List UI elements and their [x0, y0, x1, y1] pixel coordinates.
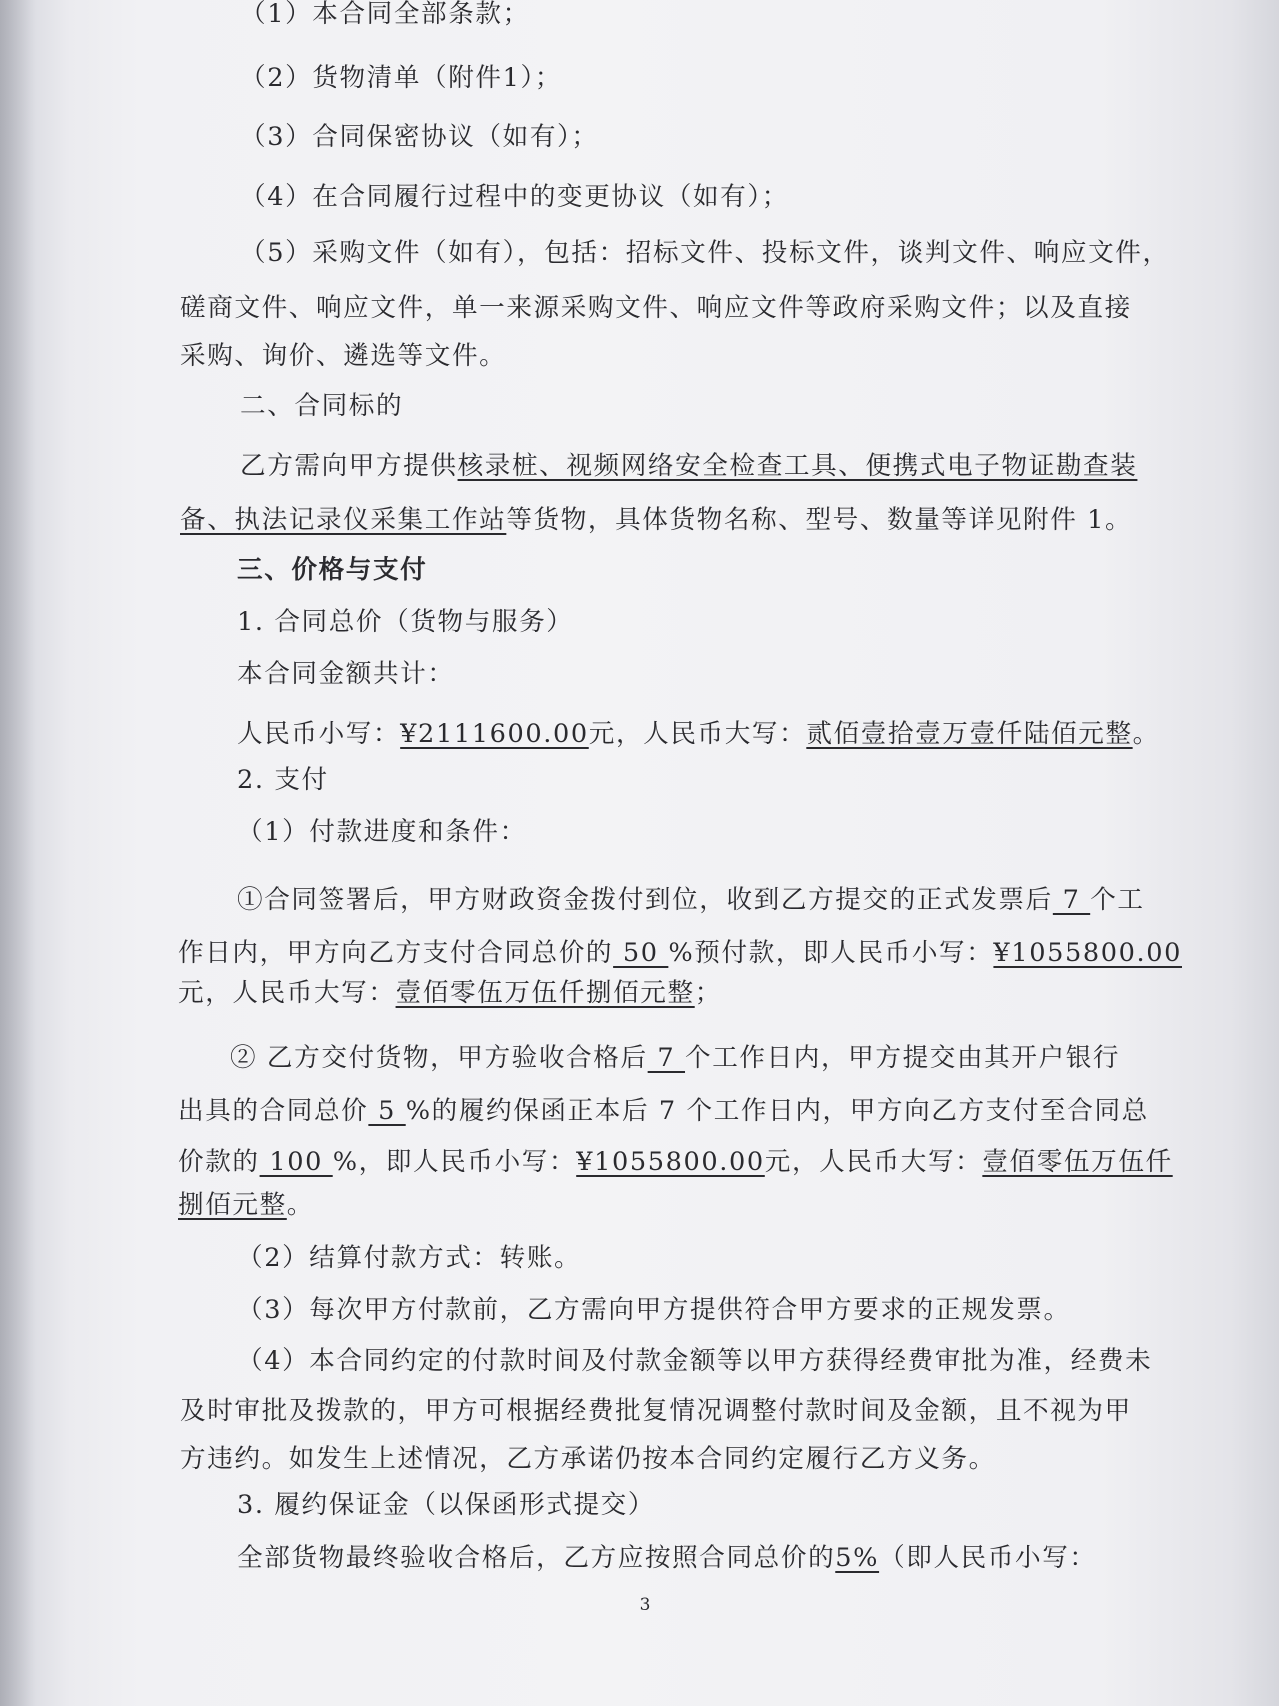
funding-approval-line-3: [180, 1441, 996, 1477]
body-text: 人民币小写：: [237, 719, 401, 749]
body-text: ② 乙方交付货物，甲方验收合格后: [230, 1043, 648, 1073]
body-text: 全部货物最终验收合格后，乙方应按照合同总价的: [237, 1543, 836, 1573]
total-price-heading: [237, 604, 574, 640]
body-text: 3. 履约保证金（以保函形式提交）: [237, 1490, 656, 1520]
page-number: 3: [639, 1595, 651, 1615]
underlined-fill-text: ¥1055800.00: [576, 1147, 765, 1177]
body-text: （4）本合同约定的付款时间及付款金额等以甲方获得经费审批为准，经费未: [237, 1346, 1153, 1376]
body-text: 出具的合同总价: [178, 1096, 369, 1126]
clause-5-continued-2: [180, 338, 506, 374]
body-text: 本合同金额共计：: [237, 659, 455, 689]
underlined-fill-text: 50: [613, 938, 669, 968]
body-text: 三、价格与支付: [237, 555, 428, 585]
body-text: 磋商文件、响应文件，单一来源采购文件、响应文件等政府采购文件；以及直接: [180, 293, 1132, 323]
clause-1-all-terms: [240, 0, 530, 32]
body-text: 二、合同标的: [240, 391, 404, 421]
body-text: ①合同签署后，甲方财政资金拨付到位，收到乙方提交的正式发票后: [237, 885, 1053, 915]
section-2-heading: [240, 388, 403, 424]
body-text: ；: [694, 978, 722, 1008]
underlined-fill-text: 100: [259, 1147, 333, 1177]
body-text: %的履约保函正本后 7 个工作日内，甲方向乙方支付至合同总: [405, 1096, 1149, 1126]
funding-approval-line-2: [180, 1393, 1132, 1429]
payment-item-2-line-1: [230, 1040, 1120, 1076]
body-text: 方违约。如发生上述情况，乙方承诺仍按本合同约定履行乙方义务。: [180, 1444, 996, 1474]
underlined-fill-text: 壹佰零伍万伍仟捌佰元整: [395, 978, 695, 1008]
subject-matter-line-2: [180, 502, 1132, 538]
body-text: 作日内，甲方向乙方支付合同总价的: [178, 938, 614, 968]
body-text: 及时审批及拨款的，甲方可根据经费批复情况调整付款时间及金额，且不视为甲: [180, 1396, 1132, 1426]
body-text: （5）采购文件（如有），包括：招标文件、投标文件，谈判文件、响应文件，: [240, 238, 1170, 268]
payment-item-1-line-2: [178, 935, 1182, 971]
performance-bond-heading: [237, 1487, 655, 1523]
body-text: 个工: [1090, 885, 1145, 915]
clause-2-goods-list: [240, 60, 562, 96]
contract-amount-label: [237, 656, 455, 692]
underlined-fill-text: 壹佰零伍万伍仟: [982, 1147, 1173, 1177]
invoice-requirement: [237, 1292, 1071, 1328]
body-text: 。: [1132, 719, 1160, 749]
body-text: %，即人民币小写：: [332, 1147, 577, 1177]
underlined-fill-text: 5%: [835, 1543, 880, 1573]
clause-4-change-agreement: [240, 179, 789, 215]
payment-item-2-line-4: [178, 1187, 314, 1223]
underlined-fill-text: 7: [1052, 885, 1091, 915]
body-text: 元，人民币大写：: [588, 719, 807, 749]
body-text: （即人民币小写：: [879, 1543, 1097, 1573]
underlined-fill-text: 核录桩、视频网络安全检查工具、便携式电子物证勘查装: [457, 451, 1138, 481]
body-text: 1. 合同总价（货物与服务）: [237, 607, 574, 637]
payment-item-2-line-2: [178, 1093, 1149, 1129]
body-text: 乙方需向甲方提供: [240, 451, 458, 481]
subject-matter-line-1: [240, 448, 1137, 484]
body-text: 元，人民币大写：: [764, 1147, 983, 1177]
payment-item-1-line-3: [178, 975, 722, 1011]
body-text: 元，人民币大写：: [178, 978, 396, 1008]
performance-bond-text: [237, 1540, 1097, 1576]
body-text: 采购、询价、遴选等文件。: [180, 341, 507, 371]
section-3-heading: [237, 552, 427, 588]
body-text: （3）合同保密协议（如有）；: [240, 122, 599, 152]
body-text: （1）付款进度和条件：: [237, 817, 527, 847]
underlined-fill-text: 7: [647, 1043, 686, 1073]
body-text: （1）本合同全部条款；: [240, 0, 530, 29]
body-text: %预付款，即人民币小写：: [668, 938, 994, 968]
body-text: （2）货物清单（附件1）；: [240, 63, 563, 93]
settlement-method: [237, 1240, 581, 1276]
underlined-fill-text: 5: [368, 1096, 406, 1126]
underlined-fill-text: 贰佰壹拾壹万壹仟陆佰元整: [806, 719, 1133, 749]
clause-3-confidentiality: [240, 119, 599, 155]
payment-heading: [237, 762, 329, 798]
clause-5-procurement-docs: [240, 235, 1170, 271]
body-text: （4）在合同履行过程中的变更协议（如有）；: [240, 182, 789, 212]
contract-amount-values: [237, 716, 1160, 752]
body-text: （2）结算付款方式：转账。: [237, 1243, 582, 1273]
payment-item-1-line-1: [237, 882, 1145, 918]
funding-approval-line-1: [237, 1343, 1152, 1379]
body-text: 2. 支付: [237, 765, 329, 795]
body-text: 。: [286, 1190, 314, 1220]
underlined-fill-text: 捌佰元整: [178, 1190, 287, 1220]
clause-5-continued-1: [180, 290, 1132, 326]
body-text: （3）每次甲方付款前，乙方需向甲方提供符合甲方要求的正规发票。: [237, 1295, 1071, 1325]
underlined-fill-text: ¥1055800.00: [993, 938, 1182, 968]
body-text: 个工作日内，甲方提交由其开户银行: [685, 1043, 1121, 1073]
body-text: 价款的: [178, 1147, 260, 1177]
underlined-fill-text: ¥2111600.00: [400, 719, 589, 749]
body-text: 等货物，具体货物名称、型号、数量等详见附件 1。: [506, 505, 1133, 535]
underlined-fill-text: 备、执法记录仪采集工作站: [180, 505, 507, 535]
payment-item-2-line-3: [178, 1144, 1173, 1180]
payment-schedule-heading: [237, 814, 527, 850]
